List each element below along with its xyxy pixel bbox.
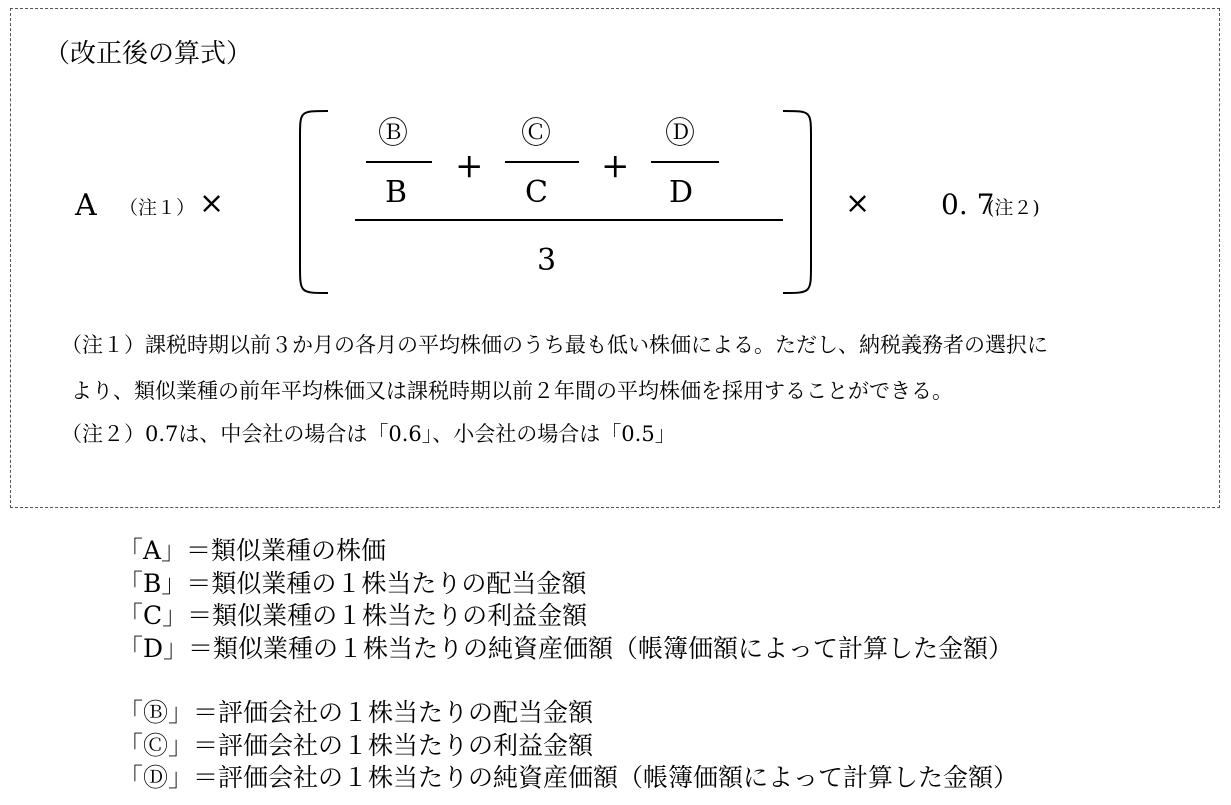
definition-c: 「C」＝類似業種の１株当たりの利益金額 [118, 601, 588, 630]
note1-marker: （注１） [119, 197, 196, 219]
note1-line2: より、類似業種の前年平均株価又は課税時期以前２年間の平均株価を採用することができる。 [71, 379, 953, 403]
multiplier-value: 0. 7 [941, 188, 995, 221]
definition-d: 「D」＝類似業種の１株当たりの純資産価額（帳簿価額によって計算した金額） [118, 634, 1014, 663]
formula-variable-a: A [75, 188, 97, 223]
numerator-b-circled: Ⓑ [378, 116, 408, 151]
company-definition-c: 「Ⓒ」＝評価会社の１株当たりの利益金額 [118, 731, 594, 760]
main-fraction-line [355, 219, 783, 221]
left-parenthesis [296, 109, 356, 295]
denominator-c: C [525, 175, 548, 210]
fraction-line-b [366, 161, 432, 163]
denominator-d: D [669, 175, 694, 210]
definition-a: 「A」＝類似業種の株価 [118, 536, 387, 565]
fraction-line-d [651, 161, 719, 163]
fraction-line-c [505, 161, 579, 163]
note2-marker: (注２) [987, 197, 1040, 219]
main-denominator: 3 [537, 243, 557, 278]
definition-b: 「B」＝類似業種の１株当たりの配当金額 [118, 569, 587, 598]
denominator-b: B [385, 175, 408, 210]
formula-box [10, 8, 1220, 508]
times-symbol-2: × [845, 186, 871, 221]
numerator-c-circled: Ⓒ [521, 116, 551, 151]
plus-symbol-2: + [601, 146, 630, 186]
note2-text: （注２）0.7は、中会社の場合は「0.6」、小会社の場合は「0.5」 [61, 422, 676, 446]
note1-line1: （注１）課税時期以前３か月の各月の平均株価のうち最も低い株価による。ただし、納税義務者の選択に [61, 333, 1048, 357]
numerator-d-circled: Ⓓ [665, 116, 695, 151]
times-symbol: × [199, 186, 225, 221]
company-definition-d: 「Ⓓ」＝評価会社の１株当たりの純資産価額（帳簿価額によって計算した金額） [118, 763, 1019, 792]
right-parenthesis [769, 109, 829, 295]
plus-symbol-1: + [455, 146, 484, 186]
formula-title: （改正後の算式） [44, 39, 253, 69]
company-definition-b: 「Ⓑ」＝評価会社の１株当たりの配当金額 [118, 698, 594, 727]
